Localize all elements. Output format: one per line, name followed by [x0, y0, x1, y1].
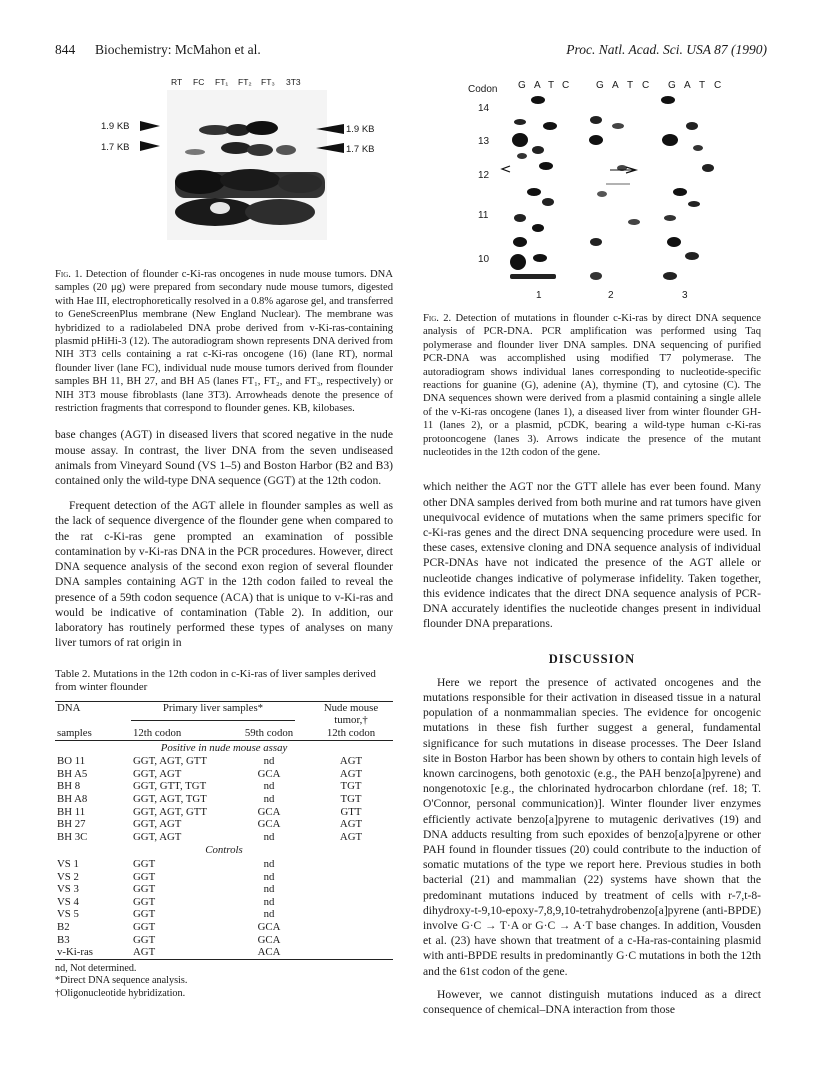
table-row: VS 1 GGT nd: [57, 857, 275, 870]
marker-right-1-7kb: 1.7 KB: [346, 144, 375, 155]
base-label: T: [548, 80, 555, 91]
codon-number: 11: [478, 210, 489, 221]
lane-number: 2: [608, 290, 614, 301]
footnote: †Oligonucleotide hybridization.: [55, 987, 186, 999]
body-paragraph: However, we cannot distinguish mutations induced as a direct consequence of chemical–DNA interaction from those: [423, 987, 761, 1016]
table-row: B2 GGT GCA: [57, 920, 281, 933]
column-header: 12th codon: [326, 727, 376, 739]
codon-axis-label: Codon: [468, 84, 498, 95]
arrowhead-icon: [140, 141, 160, 151]
left-column: [55, 268, 393, 650]
body-paragraph: base changes (AGT) in diseased livers that scored negative in the nude mouse assay. In contrast, the liver DNA from the seven undiseased animals from Vineyard Sound (VS 1–5) and Boston Harbor (B2 and B3) contained only the wild-type DNA sequence (GGT) at the 12th codon.: [55, 428, 393, 488]
page-number: 844: [55, 42, 76, 57]
autoradiogram-gel: [140, 90, 345, 240]
lane-number: 3: [682, 290, 688, 301]
lane-label: RT: [171, 77, 183, 87]
marker-right-1-9kb: 1.9 KB: [346, 124, 375, 135]
section-heading-discussion: DISCUSSION: [548, 651, 636, 666]
table-row: BO 11 GGT, AGT, GTT nd AGT: [57, 755, 363, 768]
lane-number: 1: [536, 290, 542, 301]
table-section-label: Controls: [205, 844, 243, 857]
table-row: VS 4 GGT nd: [57, 895, 275, 908]
table-title: Table 2. Mutations in the 12th codon in c-Ki-ras of liver samples derived from winter flounder: [55, 668, 376, 694]
body-paragraph: Here we report the presence of activated oncogenes and the mutations responsible for their activation in diseased tissue in a natural population of a nonmammalian species. The evidence for oncogenic mutations in these fish further suggest a general, fundamental significance for such mutations in disease processes. The Deer Island site in Boston Harbor has been shown by others to contain high levels of known carcinogens, both genotoxic (e.g., the PAH benzo[a]pyrene) and nongenotoxic [e.g., the chlorinated hydrocarbon chlordane (ref. 18; T. O'Connor, personal communication)]. Winter flounder liver enzymes efficiently activate benzo[a]pyrene to mutagenic derivatives (19) and DNA adducts resulting from such epoxides of benzo[a]pyrene or other PAH found in flounder tissues (20) could contribute to the induction of somatic mutations of the type we report here. Previous studies in both bacterial (21) and mammalian (22) systems have shown that the predominant mutations induced by treatment of cells with r-7,t-8-dihydroxy-t-9,10-epoxy-7,8,9,10-tetrahydrobenzo[a]pyrene (anti-BPDE) involve G·C → T·A or G·C → A·T base changes. In addition, Vousden et al. (23) have shown that treatment of a c-Ha-ras-containing plasmid with anti-BPDE results in predominantly G·C mutations in both the 12th and the 61st codon of the gene.: [423, 675, 761, 978]
sequencing-gel: [498, 92, 730, 284]
table-row: BH 11 GGT, AGT, GTT GCA GTT: [57, 805, 362, 818]
right-column: [423, 312, 761, 1017]
table-row: BH A5 GGT, AGT GCA AGT: [57, 767, 363, 780]
table-footnotes: [55, 963, 393, 1001]
table-row: B3 GGT GCA: [57, 933, 281, 946]
table-row: BH A8 GGT, AGT, TGT nd TGT: [57, 792, 362, 805]
table-section-label: Positive in nude mouse assay: [160, 741, 288, 754]
column-header: 12th codon: [133, 727, 182, 739]
base-label: G: [668, 80, 676, 91]
base-label: G: [518, 80, 526, 91]
marker-left-1-9kb: 1.9 KB: [101, 121, 130, 132]
column-header: Nude mouse: [323, 701, 379, 714]
body-paragraph: Frequent detection of the AGT allele in flounder samples as well as the lack of sequence divergence of the flounder gene when compared to the rat c-Ki-ras gene prompted an examination of possible contamination by v-Ki-ras DNA in the PCR procedures. However, direct DNA sequence analysis of the second exon region of several flounder DNA samples containing AGT in the 12th codon failed to reveal the presence of a 59th codon sequence (ACA) that is unique to v-Ki-ras and would be indicative of contamination (Table 2). In addition, our laboratory has routinely performed these types of analyses on many liver tumors of rat origin in: [55, 499, 393, 650]
table-row: VS 3 GGT nd: [57, 883, 275, 896]
marker-left-1-7kb: 1.7 KB: [101, 142, 130, 153]
figure-1-caption: Fig. 1. Detection of flounder c-Ki-ras oncogenes in nude mouse tumors. DNA samples (20 μg) were prepared from secondary nude mouse tumors, digested with Hae III, electrophoretically resolved in a 0.8% agarose gel, and transferred to GeneScreenPlus membrane (New England Nuclear). The membrane was hybridized to a radiolabeled DNA probe derived from v-Ki-ras-containing plasmid pHiHi-3 (12). The autoradiogram shown represents DNA derived from NIH 3T3 cells containing a rat c-Ki-ras oncogene (16) (lane RT), normal flounder liver (lane FC), individual nude mouse tumors derived from flounder samples BH 11, BH 27, and BH A5 (lanes FT₁, FT₂, and FT₃, respectively) or NIH 3T3 mouse fibroblasts (lane 3T3). Arrowheads denote the presence of restriction fragments that correspond to flounder genes. KB, kilobases.: [55, 269, 393, 415]
footnote: nd, Not determined.: [55, 962, 137, 974]
lane-label: 3T3: [286, 77, 301, 87]
table-row: VS 2 GGT nd: [57, 870, 275, 883]
table-row: BH 27 GGT, AGT GCA AGT: [57, 818, 363, 831]
table-row: BH 3C GGT, AGT nd AGT: [57, 830, 363, 843]
codon-number: 12: [478, 170, 490, 181]
column-header: samples: [57, 727, 92, 739]
column-header: DNA: [57, 701, 81, 714]
base-label: T: [627, 80, 634, 91]
base-label: G: [596, 80, 604, 91]
base-label: C: [642, 80, 650, 91]
table-row: v-Ki-ras AGT ACA: [55, 946, 393, 959]
codon-number: 14: [478, 103, 490, 114]
lane-label: FT₃: [261, 77, 275, 87]
footnote: *Direct DNA sequence analysis.: [55, 975, 188, 987]
base-label: C: [714, 80, 722, 91]
lane-label: FT₂: [238, 77, 252, 87]
figure-2-caption: Fig. 2. Detection of mutations in flounder c-Ki-ras by direct DNA sequence analysis of PCR-DNA. PCR amplification was performed using Taq polymerase and flounder liver DNA samples. DNA sequencing of purified PCR-DNA was accomplished using modified T7 polymerase. The autoradiogram shows individual lanes corresponding to nucleotide-specific reactions for guanine (G), adenine (A), thymine (T), and cytosine (C). The DNA sequences shown were derived from a plasmid containing a single allele of the v-Ki-ras oncogene (lanes 1), a diseased liver from winter flounder GH-11 (lanes 2), or a plasmid, pCDK, bearing a wild-type human c-Ki-ras protooncogene (lanes 3). Arrows indicate the presence of the mutant nucleotides in the 12th codon of the gene.: [423, 313, 761, 459]
running-title: Biochemistry: McMahon et al.: [95, 42, 261, 57]
codon-number: 10: [478, 254, 490, 265]
column-header: tumor,†: [334, 714, 368, 727]
arrowhead-icon: [140, 121, 160, 131]
column-header: Primary liver samples*: [162, 701, 264, 714]
column-header: 59th codon: [244, 727, 294, 739]
lane-label: FT₁: [215, 77, 229, 87]
base-label: A: [534, 80, 541, 91]
codon-number: 13: [478, 136, 490, 147]
journal-citation: Proc. Natl. Acad. Sci. USA 87 (1990): [566, 42, 767, 57]
table-row: VS 5 GGT nd: [57, 908, 275, 921]
body-paragraph: which neither the AGT nor the GTT allele has ever been found. Many other DNA samples derived from both murine and rat tumors have given unequivocal evidence of mutations when the same primers specific for c-Ki-ras genes and the direct DNA sequencing procedure were used. In these cases, extensive cloning and DNA sequence analysis of individual PCR-DNAs have not indicated the presence of the AGT allele or nucleotide changes indicative of polymerase infidelity. Taken together, this evidence indicates that the direct DNA sequence analysis of PCR-DNA accurately identifies the nucleotide changes present in individual flounder DNA preparations.: [423, 480, 761, 631]
table-2: [55, 668, 393, 1000]
table-row: BH 8 GGT, GTT, TGT nd TGT: [57, 780, 362, 793]
lane-label: FC: [193, 77, 205, 87]
base-label: A: [684, 80, 691, 91]
arrow-icon: [502, 166, 510, 172]
base-label: T: [699, 80, 706, 91]
mutations-table: [55, 701, 393, 960]
base-label: C: [562, 80, 570, 91]
base-label: A: [612, 80, 619, 91]
